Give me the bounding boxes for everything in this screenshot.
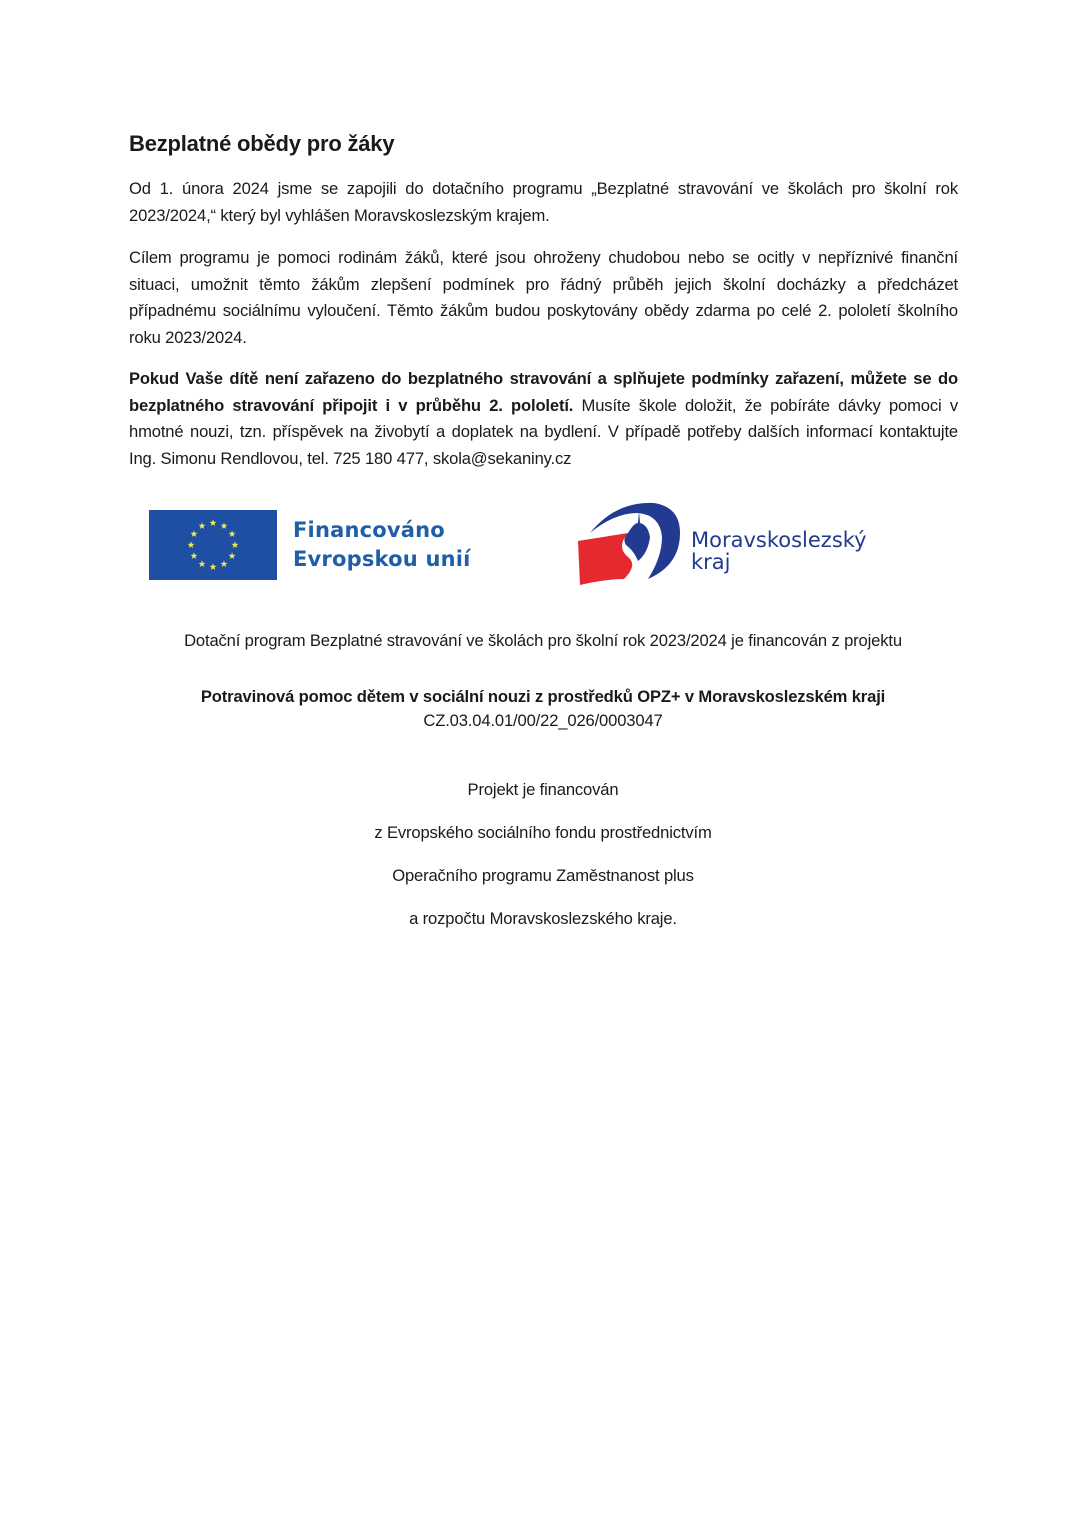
msk-logo-text — [691, 529, 867, 573]
eu-logo-line2: Evropskou unií — [293, 547, 471, 571]
eu-flag-icon — [149, 510, 277, 580]
eu-star-icon — [232, 541, 239, 548]
eu-stars — [149, 510, 277, 580]
join-paragraph-bold: Pokud Vaše dítě není zařazeno do bezplatného stravování a splňujete podmínky zařazení, můžete se do bezplatného stravování připojit i v průběhu 2. pololetí. — [129, 369, 958, 415]
funding-intro: Dotační program Bezplatné stravování ve školách pro školní rok 2023/2024 je financován z projektu — [184, 631, 902, 650]
logos-row — [0, 495, 1086, 595]
funding-line: z Evropského sociálního fondu prostřednictvím — [374, 823, 712, 842]
eu-star-icon — [229, 552, 236, 559]
eu-star-icon — [229, 530, 236, 537]
eu-funding-logo — [149, 510, 471, 580]
msk-tower — [624, 511, 650, 561]
document-body — [129, 128, 958, 468]
eu-star-icon — [199, 560, 206, 567]
page-title: Bezplatné obědy pro žáky — [129, 131, 395, 156]
funding-line: Operačního programu Zaměstnanost plus — [392, 866, 694, 885]
project-code: CZ.03.04.01/00/22_026/0003047 — [423, 711, 663, 730]
eu-star-icon — [199, 522, 206, 529]
funding-line: Projekt je financován — [467, 780, 619, 799]
eu-star-icon — [221, 560, 228, 567]
join-paragraph-rest: Musíte škole doložit, že pobíráte dávky pomoci v hmotné nouzi, tzn. příspěvek na živobytí a doplatek na bydlení. V případě potřeby dalších informací kontaktujte Ing. Simonu Rendlovou, tel. 725 180 477, skola@sekaniny.cz — [129, 395, 958, 468]
eu-star-icon — [191, 552, 198, 559]
eu-logo-line1: Financováno — [293, 518, 445, 542]
msk-emblem-icon — [576, 495, 686, 590]
msk-logo-line2: kraj — [691, 550, 731, 574]
msk-logo-line1: Moravskoslezský — [691, 528, 867, 552]
intro-paragraph: Od 1. února 2024 jsme se zapojili do dotačního programu „Bezplatné stravování ve školách pro školní rok 2023/2024,“ který byl vyhlášen Moravskoslezským krajem. — [129, 179, 958, 225]
project-name: Potravinová pomoc dětem v sociální nouzi z prostředků OPZ+ v Moravskoslezském kraji — [200, 687, 886, 706]
eu-star-icon — [188, 541, 195, 548]
msk-region-logo — [576, 495, 906, 590]
goal-paragraph: Cílem programu je pomoci rodinám žáků, které jsou ohroženy chudobou nebo se ocitly v nepříznivé finanční situaci, umožnit těmto žákům zlepšení podmínek pro řádný průběh jejich školní docházky a předcházet případnému sociálnímu vyloučení. Těmto žákům budou poskytovány obědy zdarma po celé 2. pololetí školního roku 2023/2024. — [129, 248, 958, 347]
eu-star-icon — [221, 522, 228, 529]
eu-star-icon — [191, 530, 198, 537]
eu-star-icon — [210, 563, 217, 570]
eu-logo-text — [293, 516, 471, 574]
msk-red-flag — [578, 533, 632, 585]
eu-star-icon — [210, 519, 217, 526]
funding-line: a rozpočtu Moravskoslezského kraje. — [409, 909, 677, 928]
join-paragraph — [129, 366, 958, 472]
